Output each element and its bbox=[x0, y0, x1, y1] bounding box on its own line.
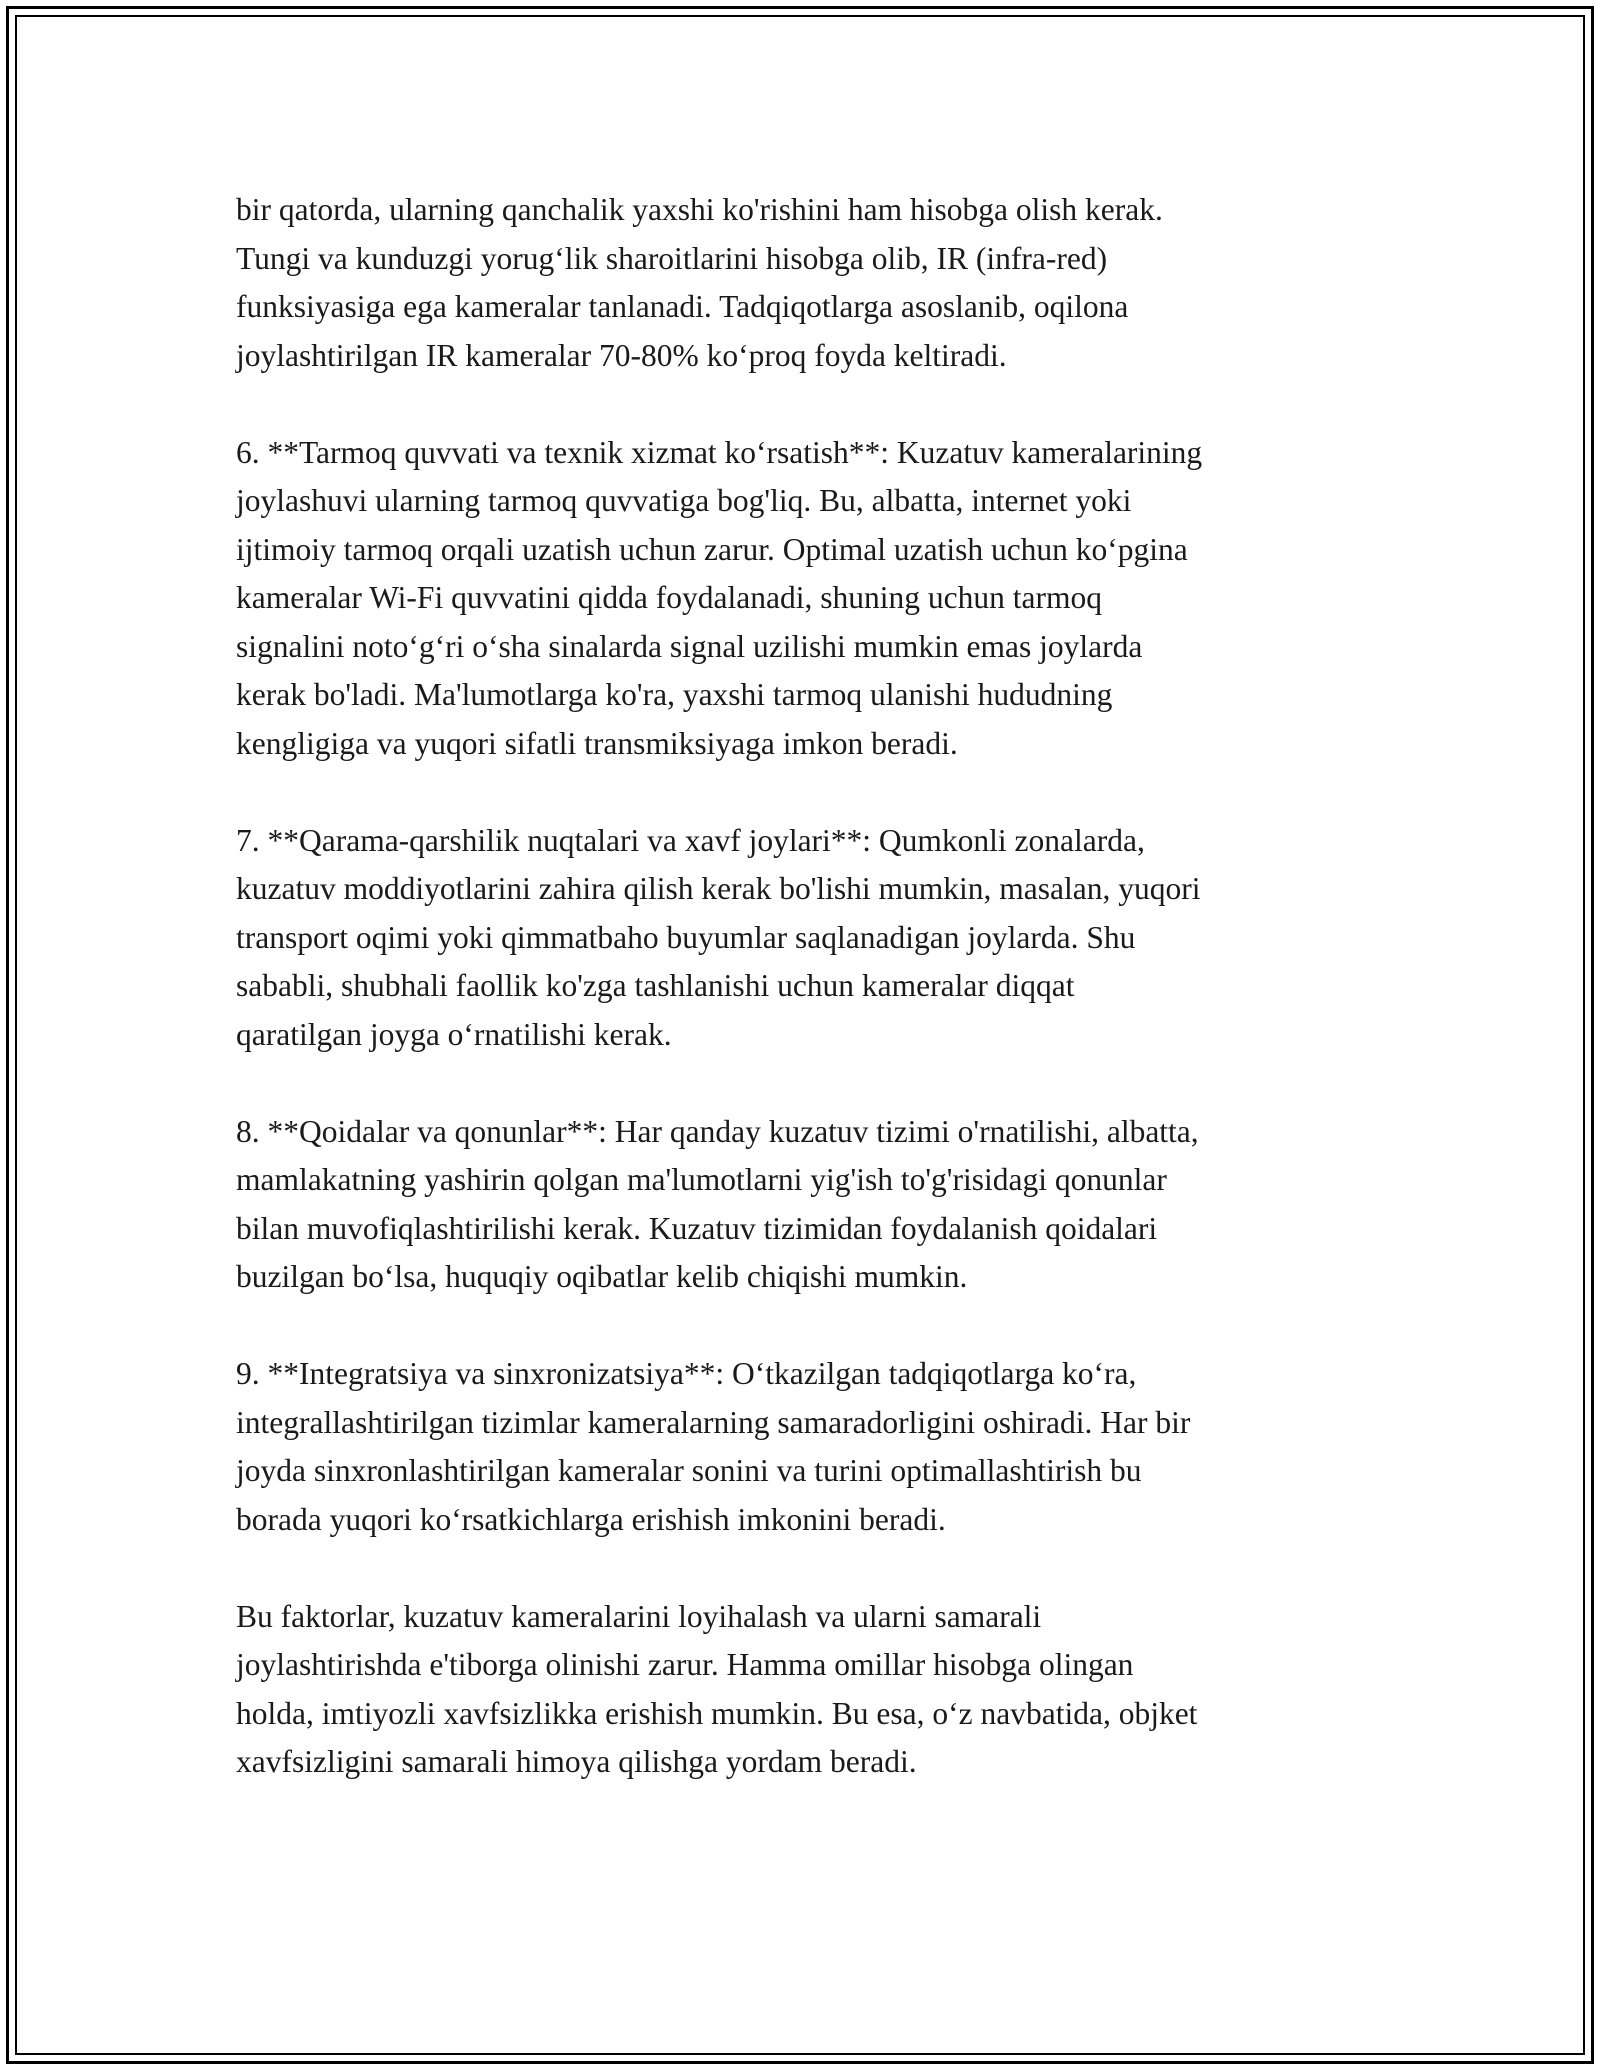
paragraph-ir-cameras: bir qatorda, ularning qanchalik yaxshi ko'rishini ham hisobga olish kerak. Tungi va kunduzgi yorug‘lik sharoitlarini hisobga olib, IR (infra-red) funksiyasiga ega kameralar tanlanadi. Tadqiqotlarga asoslanib, oqilona joylashtirilgan IR kameralar 70-80% ko‘proq foyda keltiradi. bbox=[236, 192, 1163, 373]
paragraph-network-power: 6. **Tarmoq quvvati va texnik xizmat ko‘rsatish**: Kuzatuv kameralarining joylashuvi ularning tarmoq quvvatiga bog'liq. Bu, albatta, internet yoki ijtimoiy tarmoq orqali uzatish uchun zarur. Optimal uzatish uchun ko‘pgina kameralar Wi-Fi quvvatini qidda foydalanadi, shuning uchun tarmoq signalini noto‘g‘ri o‘sha sinalarda signal uzilishi mumkin emas joylarda kerak bo'ladi. Ma'lumotlarga ko'ra, yaxshi tarmoq ulanishi hududning kengligiga va yuqori sifatli transmiksiyaga imkon beradi. bbox=[236, 434, 1203, 761]
paragraph-rules-laws: 8. **Qoidalar va qonunlar**: Har qanday kuzatuv tizimi o'rnatilishi, albatta, mamlakatning yashirin qolgan ma'lumotlarni yig'ish to'g'risidagi qonunlar bilan muvofiqlashtirilishi kerak. Kuzatuv tizimidan foydalanish qoidalari buzilgan bo‘lsa, huquqiy oqibatlar kelib chiqishi mumkin. bbox=[236, 1113, 1199, 1294]
paragraph-risk-points: 7. **Qarama-qarshilik nuqtalari va xavf joylari**: Qumkonli zonalarda, kuzatuv moddiyotlarini zahira qilish kerak bo'lishi mumkin, masalan, yuqori transport oqimi yoki qimmatbaho buyumlar saqlanadigan joylarda. Shu sababli, shubhali faollik ko'zga tashlanishi uchun kameralar diqqat qaratilgan joyga o‘rnatilishi kerak. bbox=[236, 822, 1201, 1052]
paragraph-conclusion: Bu faktorlar, kuzatuv kameralarini loyihalash va ularni samarali joylashtirishda e'tiborga olinishi zarur. Hamma omillar hisobga olingan holda, imtiyozli xavfsizlikka erishish mumkin. Bu esa, o‘z navbatida, objket xavfsizligini samarali himoya qilishga yordam beradi. bbox=[236, 1598, 1198, 1779]
document-body bbox=[236, 186, 1376, 1787]
paragraph-integration: 9. **Integratsiya va sinxronizatsiya**: O‘tkazilgan tadqiqotlarga ko‘ra, integrallashtirilgan tizimlar kameralarning samaradorligini oshiradi. Har bir joyda sinxronlashtirilgan kameralar sonini va turini optimallashtirish bu borada yuqori ko‘rsatkichlarga erishish imkonini beradi. bbox=[236, 1356, 1191, 1537]
